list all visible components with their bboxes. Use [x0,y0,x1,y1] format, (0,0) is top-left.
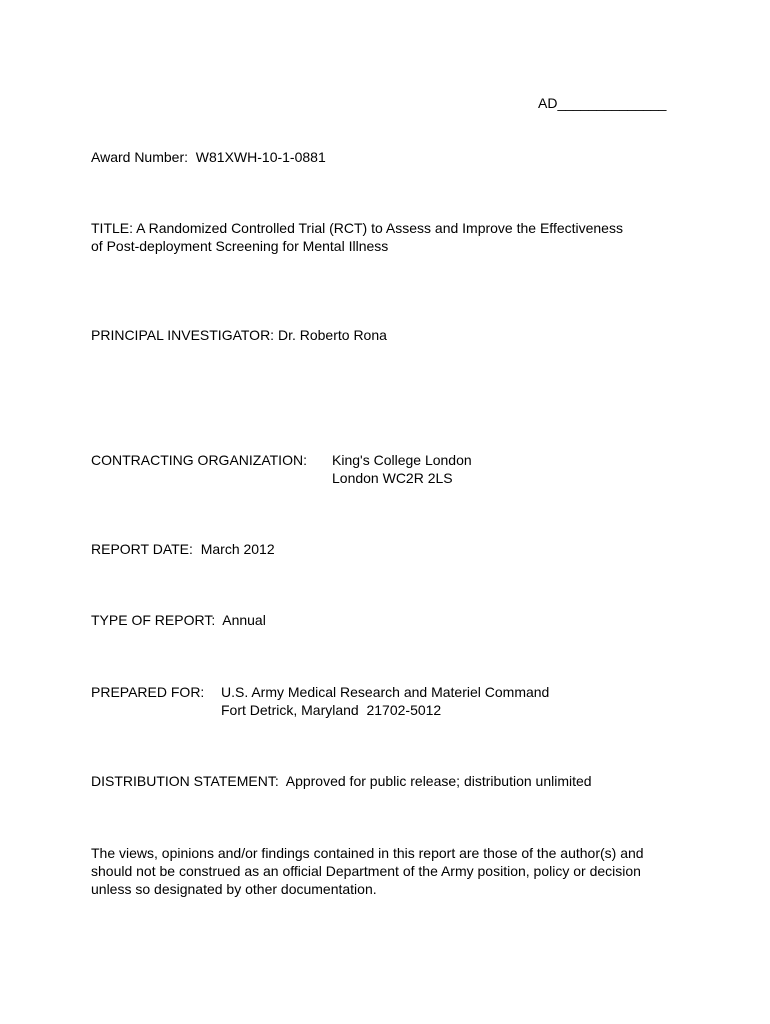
principal-investigator-line: PRINCIPAL INVESTIGATOR: Dr. Roberto Rona [91,327,387,343]
ad-blank-line: ______________ [557,95,667,111]
ad-label: AD [538,95,558,111]
contracting-organization-name: King's College London [332,452,472,468]
distribution-statement-label: DISTRIBUTION STATEMENT: [91,773,279,789]
award-number-value: W81XWH-10-1-0881 [195,149,326,165]
contracting-organization-label: CONTRACTING ORGANIZATION: [91,452,307,468]
distribution-statement-line [91,772,592,790]
award-number-label: Award Number: [91,149,189,165]
disclaimer-line-2: should not be construed as an official Department of the Army position, policy or decision [91,863,641,879]
distribution-statement-value: Approved for public release; distribution unlimited [285,773,592,789]
report-date-line [91,540,275,558]
title-line-1: TITLE: A Randomized Controlled Trial (RCT) to Assess and Improve the Effectiveness [91,220,623,236]
disclaimer-line-1: The views, opinions and/or findings contained in this report are those of the author(s) and [91,845,644,861]
award-number-line [91,148,326,166]
report-type-label: TYPE OF REPORT: [91,612,216,628]
report-date-value: March 2012 [200,541,275,557]
report-type-value: Annual [222,612,266,628]
ad-number-field [538,94,666,112]
title-line-2: of Post-deployment Screening for Mental Illness [91,238,389,254]
contracting-organization-address: London WC2R 2LS [332,470,453,486]
report-type-line [91,611,266,629]
disclaimer-line-3: unless so designated by other documentation. [91,881,377,897]
report-date-label: REPORT DATE: [91,541,193,557]
prepared-for-line-2: Fort Detrick, Maryland 21702-5012 [221,702,442,718]
prepared-for-line-1: U.S. Army Medical Research and Materiel Command [221,684,550,700]
prepared-for-label: PREPARED FOR: [91,684,205,700]
